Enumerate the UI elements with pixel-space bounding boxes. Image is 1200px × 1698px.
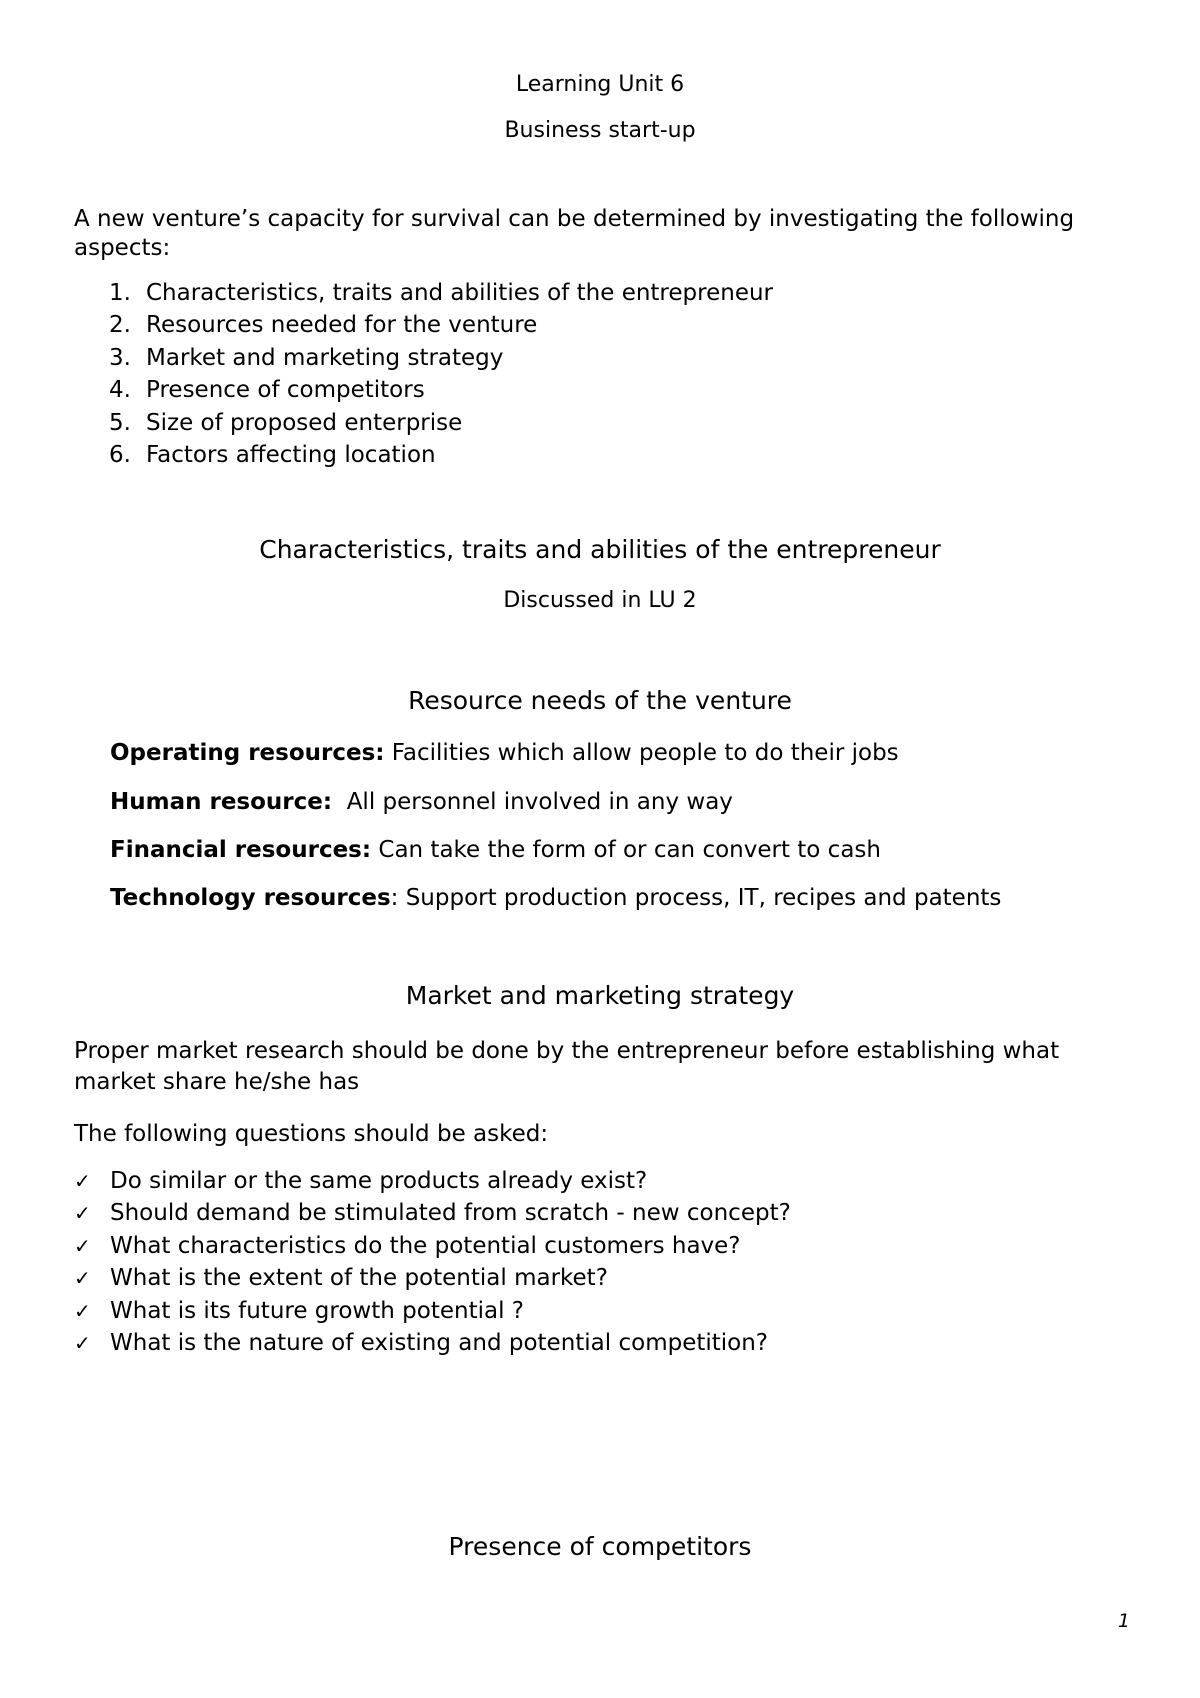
characteristics-note: Discussed in LU 2 — [503, 588, 697, 613]
list-item: 3. Market and marketing strategy — [109, 344, 504, 371]
unit-title: Learning Unit 6 — [515, 72, 685, 97]
list-item: ✓ Should demand be stimulated from scratch - new concept? — [74, 1197, 791, 1229]
check-icon: ✓ — [74, 1201, 91, 1226]
resource-item-human: Human resource: All personnel involved in any way — [110, 789, 733, 815]
section-heading-resources: Resource needs of the venture — [408, 686, 792, 715]
list-item: ✓ What is the nature of existing and potential competition? — [74, 1327, 791, 1359]
resource-item-technology: Technology resources: Support production process, IT, recipes and patents — [110, 885, 1002, 911]
check-icon: ✓ — [74, 1233, 91, 1258]
section-heading-characteristics: Characteristics, traits and abilities of the entrepreneur — [259, 535, 941, 564]
check-icon: ✓ — [74, 1298, 91, 1323]
section-heading-competitors: Presence of competitors — [448, 1532, 752, 1561]
questions-intro: The following questions should be asked: — [74, 1121, 549, 1147]
section-heading-market: Market and marketing strategy — [405, 981, 795, 1010]
list-item: 5. Size of proposed enterprise — [109, 409, 463, 436]
list-item: ✓ What is the extent of the potential market? — [74, 1262, 791, 1294]
unit-subtitle: Business start-up — [504, 118, 696, 143]
resource-item-financial: Financial resources: Can take the form of or can convert to cash — [110, 837, 881, 863]
list-item: 6. Factors affecting location — [109, 442, 436, 469]
check-icon: ✓ — [74, 1266, 91, 1291]
market-paragraph: Proper market research should be done by the entrepreneur before establishing what market share he/she has — [74, 1038, 1060, 1095]
aspects-list — [109, 277, 773, 471]
list-item: 1. Characteristics, traits and abilities of the entrepreneur — [109, 280, 773, 306]
intro-paragraph: A new venture’s capacity for survival can be determined by investigating the following aspects: — [74, 206, 1075, 261]
list-item: ✓ What characteristics do the potential customers have? — [74, 1230, 791, 1262]
questions-list — [74, 1165, 791, 1359]
check-icon: ✓ — [74, 1169, 91, 1193]
page-number: 1 — [1117, 1610, 1130, 1632]
resource-item-operating: Operating resources: Facilities which allow people to do their jobs — [110, 740, 899, 766]
list-item: ✓ What is its future growth potential ? — [74, 1295, 791, 1327]
list-item: 2. Resources needed for the venture — [109, 312, 538, 339]
check-icon: ✓ — [74, 1331, 91, 1356]
list-item: ✓ Do similar or the same products already exist? — [74, 1165, 791, 1197]
list-item: 4. Presence of competitors — [109, 377, 425, 404]
